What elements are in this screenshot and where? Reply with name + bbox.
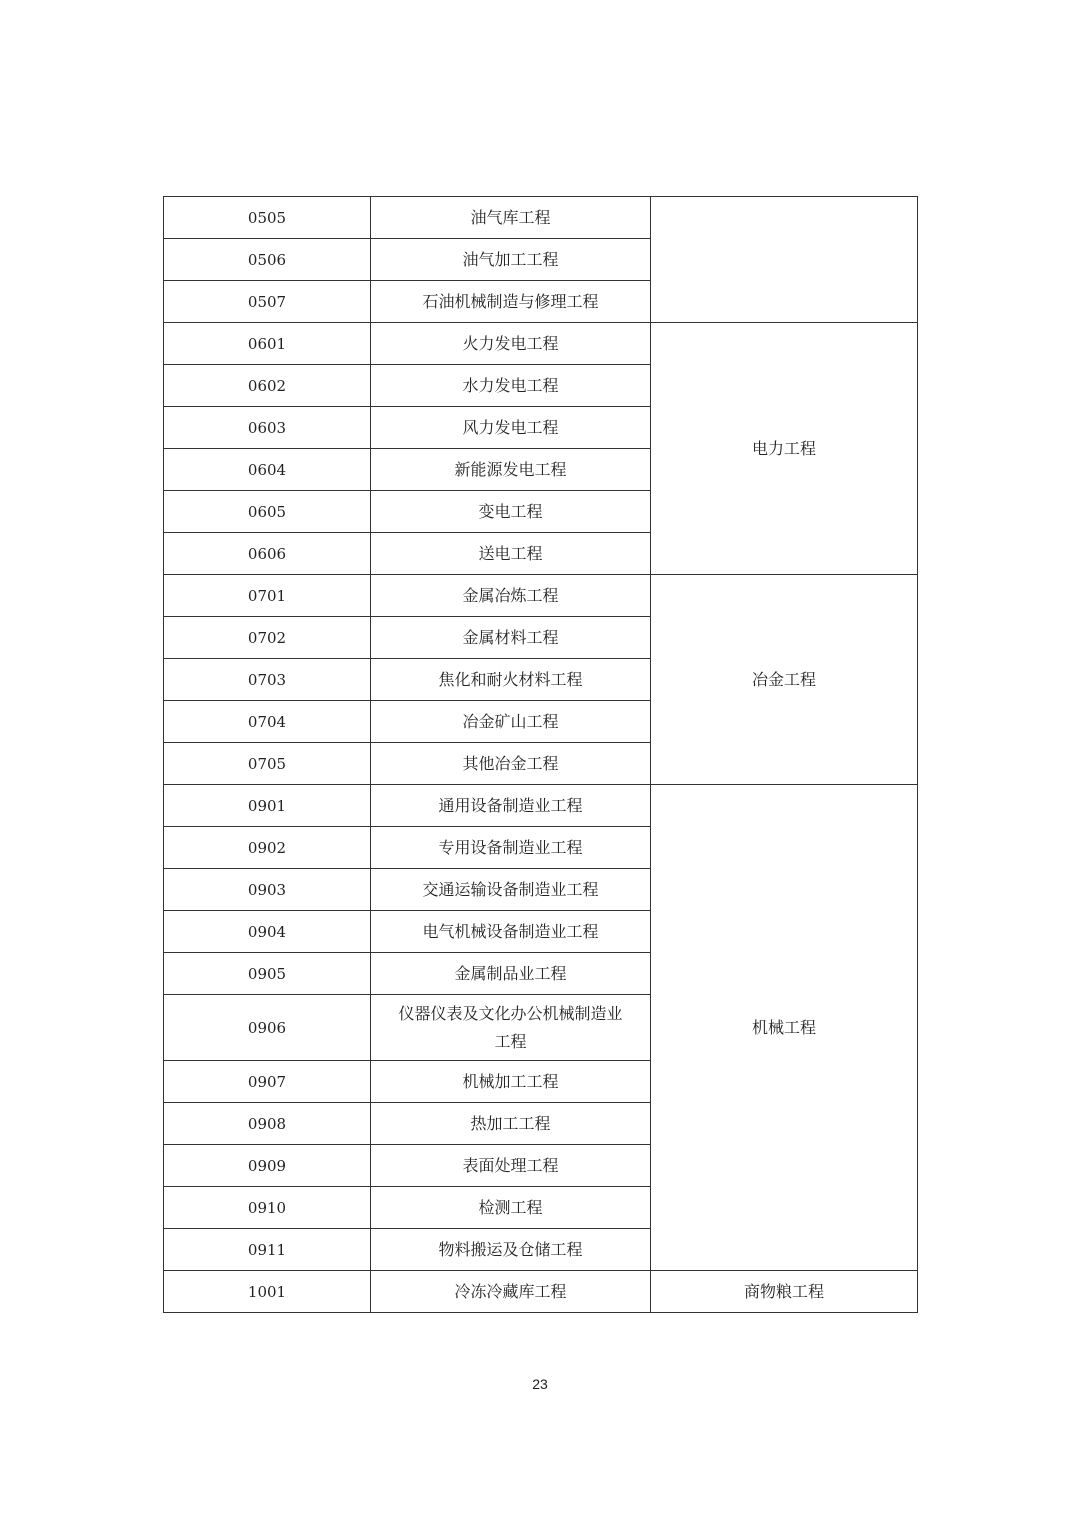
name-cell: 热加工工程 xyxy=(371,1103,651,1145)
name-cell: 油气库工程 xyxy=(371,197,651,239)
code-cell: 0911 xyxy=(164,1229,371,1271)
code-cell: 0904 xyxy=(164,911,371,953)
category-cell xyxy=(651,197,918,323)
category-cell: 冶金工程 xyxy=(651,575,918,785)
name-cell: 金属材料工程 xyxy=(371,617,651,659)
name-cell: 表面处理工程 xyxy=(371,1145,651,1187)
code-cell: 0905 xyxy=(164,953,371,995)
code-cell: 0909 xyxy=(164,1145,371,1187)
name-cell: 电气机械设备制造业工程 xyxy=(371,911,651,953)
code-cell: 0603 xyxy=(164,407,371,449)
code-cell: 0602 xyxy=(164,365,371,407)
code-cell: 0902 xyxy=(164,827,371,869)
table-row xyxy=(164,1271,918,1313)
category-cell: 电力工程 xyxy=(651,323,918,575)
code-cell: 0705 xyxy=(164,743,371,785)
name-cell: 新能源发电工程 xyxy=(371,449,651,491)
code-cell: 0605 xyxy=(164,491,371,533)
code-cell: 0507 xyxy=(164,281,371,323)
page-number: 23 xyxy=(532,1376,548,1392)
code-cell: 0505 xyxy=(164,197,371,239)
name-cell: 火力发电工程 xyxy=(371,323,651,365)
name-cell: 冷冻冷藏库工程 xyxy=(371,1271,651,1313)
code-cell: 0601 xyxy=(164,323,371,365)
name-cell: 送电工程 xyxy=(371,533,651,575)
code-cell: 0907 xyxy=(164,1061,371,1103)
name-cell: 机械加工工程 xyxy=(371,1061,651,1103)
name-cell: 油气加工工程 xyxy=(371,239,651,281)
name-cell: 其他冶金工程 xyxy=(371,743,651,785)
code-cell: 0506 xyxy=(164,239,371,281)
code-cell: 0604 xyxy=(164,449,371,491)
name-cell: 专用设备制造业工程 xyxy=(371,827,651,869)
code-cell: 0702 xyxy=(164,617,371,659)
name-cell: 通用设备制造业工程 xyxy=(371,785,651,827)
code-cell: 0908 xyxy=(164,1103,371,1145)
name-cell: 石油机械制造与修理工程 xyxy=(371,281,651,323)
name-cell: 金属制品业工程 xyxy=(371,953,651,995)
code-cell: 0903 xyxy=(164,869,371,911)
table-row xyxy=(164,197,918,239)
name-cell: 交通运输设备制造业工程 xyxy=(371,869,651,911)
name-cell: 风力发电工程 xyxy=(371,407,651,449)
category-cell: 机械工程 xyxy=(651,785,918,1271)
code-cell: 1001 xyxy=(164,1271,371,1313)
code-cell: 0901 xyxy=(164,785,371,827)
category-cell: 商物粮工程 xyxy=(651,1271,918,1313)
code-cell: 0906 xyxy=(164,995,371,1061)
table-row xyxy=(164,575,918,617)
name-cell: 变电工程 xyxy=(371,491,651,533)
code-cell: 0703 xyxy=(164,659,371,701)
name-cell: 仪器仪表及文化办公机械制造业工程 xyxy=(371,995,651,1061)
code-cell: 0701 xyxy=(164,575,371,617)
table-body xyxy=(164,197,918,1313)
name-cell: 焦化和耐火材料工程 xyxy=(371,659,651,701)
name-cell: 检测工程 xyxy=(371,1187,651,1229)
name-cell: 水力发电工程 xyxy=(371,365,651,407)
name-cell: 物料搬运及仓储工程 xyxy=(371,1229,651,1271)
name-cell: 冶金矿山工程 xyxy=(371,701,651,743)
engineering-category-table xyxy=(163,196,918,1313)
code-cell: 0606 xyxy=(164,533,371,575)
name-cell: 金属冶炼工程 xyxy=(371,575,651,617)
code-cell: 0704 xyxy=(164,701,371,743)
table-row xyxy=(164,323,918,365)
code-cell: 0910 xyxy=(164,1187,371,1229)
table-row xyxy=(164,785,918,827)
